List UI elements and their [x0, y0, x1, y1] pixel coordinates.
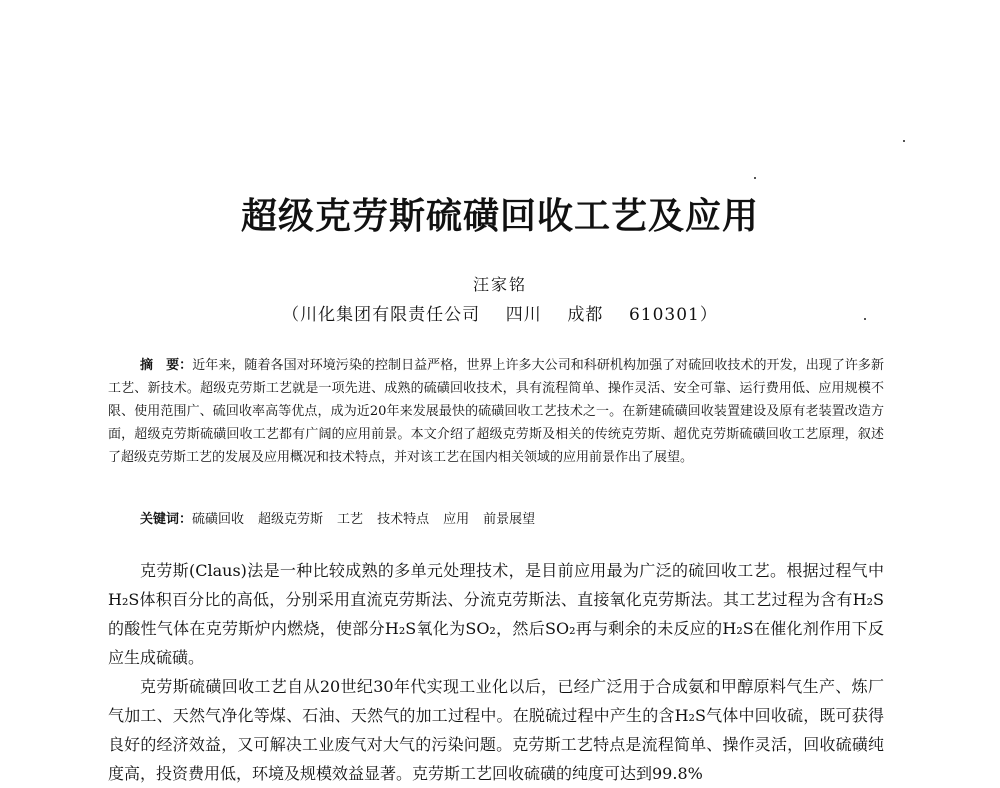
keywords	[140, 510, 880, 530]
scan-speck	[903, 140, 905, 142]
author-affiliation: （川化集团有限责任公司 四川 成都 610301）	[282, 305, 718, 325]
keyword: 超级克劳斯	[258, 512, 324, 527]
keyword: 前景展望	[483, 512, 536, 527]
keyword: 工艺	[337, 512, 364, 527]
paper-title: 超级克劳斯硫磺回收工艺及应用	[240, 195, 759, 237]
scan-speck	[754, 177, 756, 179]
body-paragraph: 克劳斯硫磺回收工艺自从20世纪30年代实现工业化以后，已经广泛用于合成氨和甲醇原料气生产、炼厂气加工、天然气净化等煤、石油、天然气的加工过程中。在脱硫过程中产生的含H₂S气体中回收硫，既可获得良好的经济效益，又可解决工业废气对大气的污染问题。克劳斯工艺特点是流程简单、操作灵活，回收硫磺纯度高，投资费用低，环境及规模效益显著。克劳斯工艺回收硫磺的纯度可达到99.8%	[108, 677, 884, 783]
abstract-label: 摘 要：	[140, 358, 193, 373]
abstract-text: 近年来，随着各国对环境污染的控制日益严格，世界上许多大公司和科研机构加强了对硫回收技术的开发，出现了许多新工艺、新技术。超级克劳斯工艺就是一项先进、成熟的硫磺回收技术，具有流程简单、操作灵活、安全可靠、运行费用低、应用规模不限、使用范围广、硫回收率高等优点，成为近20年来发展最快的硫磺回收工艺技术之一。在新建硫磺回收装置建设及原有老装置改造方面，超级克劳斯硫磺回收工艺都有广阔的应用前景。本文介绍了超级克劳斯及相关的传统克劳斯、超优克劳斯硫磺回收工艺原理，叙述了超级克劳斯工艺的发展及应用概况和技术特点，并对该工艺在国内相关领域的应用前景作出了展望。	[108, 358, 884, 465]
keyword: 应用	[443, 512, 470, 527]
keyword: 硫磺回收	[192, 512, 245, 527]
abstract	[108, 354, 884, 469]
author-name: 汪家铭	[472, 275, 527, 294]
keywords-label: 关键词：	[140, 512, 193, 527]
scan-speck	[864, 318, 866, 320]
body-paragraph: 克劳斯(Claus)法是一种比较成熟的多单元处理技术，是目前应用最为广泛的硫回收工艺。根据过程气中H₂S体积百分比的高低，分别采用直流克劳斯法、分流克劳斯法、直接氧化克劳斯法。其工艺过程为含有H₂S的酸性气体在克劳斯炉内燃烧，使部分H₂S氧化为SO₂，然后SO₂再与剩余的未反应的H₂S在催化剂作用下反应生成硫磺。	[108, 561, 884, 667]
keyword: 技术特点	[377, 512, 430, 527]
body-text	[108, 556, 884, 788]
